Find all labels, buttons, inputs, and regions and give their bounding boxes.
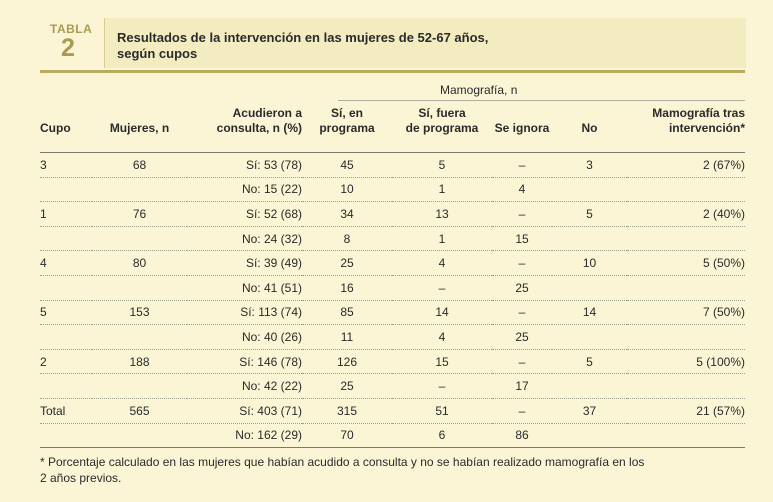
cell-mujeres: 565 [92, 398, 187, 423]
col-mujeres: Mujeres, n [92, 100, 187, 153]
cell-si-fuera: 4 [392, 325, 492, 350]
cell-si-fuera: – [392, 374, 492, 399]
title-box [104, 18, 746, 68]
table-row [40, 251, 745, 276]
cell-cupo [40, 226, 92, 251]
cell-mujeres: 68 [92, 153, 187, 178]
cell-acudieron: No: 15 (22) [187, 177, 302, 202]
cell-acudieron: No: 40 (26) [187, 325, 302, 350]
cell-no [552, 423, 627, 448]
cell-mujeres: 80 [92, 251, 187, 276]
cell-cupo: 3 [40, 153, 92, 178]
cell-si-fuera: 51 [392, 398, 492, 423]
cell-tras [627, 275, 745, 300]
cell-no: 37 [552, 398, 627, 423]
cell-acudieron: Sí: 146 (78) [187, 349, 302, 374]
results-table [40, 100, 745, 448]
table-label: TABLA [50, 22, 93, 36]
footnote-line-2: 2 años previos. [40, 471, 122, 485]
cell-acudieron: No: 24 (32) [187, 226, 302, 251]
cell-si-fuera: 1 [392, 177, 492, 202]
cell-no: 10 [552, 251, 627, 276]
cell-ignora: – [492, 251, 552, 276]
cell-cupo: 4 [40, 251, 92, 276]
cell-mujeres: 188 [92, 349, 187, 374]
cell-tras [627, 177, 745, 202]
cell-acudieron: No: 42 (22) [187, 374, 302, 399]
cell-tras: 5 (50%) [627, 251, 745, 276]
title-line-1: Resultados de la intervención en las mujeres de 52-67 años, [117, 30, 489, 45]
cell-cupo: 5 [40, 300, 92, 325]
table-row [40, 374, 745, 399]
cell-no [552, 177, 627, 202]
cell-cupo: 2 [40, 349, 92, 374]
cell-si-fuera: 5 [392, 153, 492, 178]
col-no: No [552, 100, 627, 153]
cell-ignora: – [492, 349, 552, 374]
col-mamografia-tras: Mamografía tras intervención* [627, 100, 745, 153]
cell-si-programa: 315 [302, 398, 392, 423]
cell-ignora: 4 [492, 177, 552, 202]
cell-acudieron: No: 41 (51) [187, 275, 302, 300]
cell-ignora: 25 [492, 325, 552, 350]
cell-cupo [40, 275, 92, 300]
table-number: 2 [61, 34, 75, 62]
cell-tras [627, 374, 745, 399]
cell-cupo: 1 [40, 202, 92, 227]
cell-no [552, 374, 627, 399]
footnote-line-1: * Porcentaje calculado en las mujeres que habían acudido a consulta y no se habían realizado mamografía en los [40, 455, 645, 469]
header-rule [40, 70, 745, 73]
cell-no: 14 [552, 300, 627, 325]
col-si-programa: Sí, en programa [302, 100, 392, 153]
cell-no [552, 226, 627, 251]
cell-tras: 2 (40%) [627, 202, 745, 227]
cell-mujeres [92, 177, 187, 202]
mamografia-superheader: Mamografía, n [440, 83, 518, 97]
table-row-total-no [40, 423, 745, 448]
col-si-fuera: Sí, fuera de programa [392, 100, 492, 153]
cell-acudieron: Sí: 403 (71) [187, 398, 302, 423]
table-row [40, 275, 745, 300]
cell-si-fuera: 6 [392, 423, 492, 448]
cell-tras [627, 325, 745, 350]
cell-acudieron: Sí: 113 (74) [187, 300, 302, 325]
cell-cupo: Total [40, 398, 92, 423]
cell-ignora: 25 [492, 275, 552, 300]
cell-ignora: 17 [492, 374, 552, 399]
cell-mujeres [92, 275, 187, 300]
cell-si-programa: 85 [302, 300, 392, 325]
column-header-row [40, 100, 745, 153]
cell-ignora: – [492, 300, 552, 325]
cell-si-programa: 34 [302, 202, 392, 227]
cell-mujeres [92, 325, 187, 350]
cell-si-programa: 25 [302, 251, 392, 276]
table-number-block [40, 16, 104, 70]
table-title [117, 30, 717, 62]
col-ignora: Se ignora [492, 100, 552, 153]
cell-tras [627, 423, 745, 448]
cell-si-programa: 70 [302, 423, 392, 448]
cell-no [552, 325, 627, 350]
cell-si-programa: 45 [302, 153, 392, 178]
footnote [40, 454, 740, 486]
cell-si-programa: 126 [302, 349, 392, 374]
cell-cupo [40, 423, 92, 448]
table-row [40, 153, 745, 178]
table-row [40, 349, 745, 374]
table-header [40, 16, 745, 70]
table-row [40, 177, 745, 202]
cell-tras: 5 (100%) [627, 349, 745, 374]
cell-si-programa: 8 [302, 226, 392, 251]
cell-no: 5 [552, 349, 627, 374]
table-row [40, 325, 745, 350]
cell-cupo [40, 325, 92, 350]
cell-tras: 21 (57%) [627, 398, 745, 423]
title-line-2: según cupos [117, 46, 198, 61]
cell-cupo [40, 177, 92, 202]
cell-si-programa: 11 [302, 325, 392, 350]
table-row [40, 202, 745, 227]
cell-ignora: – [492, 202, 552, 227]
cell-mujeres: 76 [92, 202, 187, 227]
cell-si-fuera: 13 [392, 202, 492, 227]
cell-ignora: 15 [492, 226, 552, 251]
cell-cupo [40, 374, 92, 399]
cell-ignora: 86 [492, 423, 552, 448]
cell-si-fuera: 1 [392, 226, 492, 251]
col-cupo: Cupo [40, 100, 92, 153]
cell-si-programa: 25 [302, 374, 392, 399]
cell-si-programa: 16 [302, 275, 392, 300]
cell-acudieron: No: 162 (29) [187, 423, 302, 448]
table-row [40, 226, 745, 251]
cell-si-fuera: – [392, 275, 492, 300]
cell-no [552, 275, 627, 300]
cell-si-fuera: 14 [392, 300, 492, 325]
cell-mujeres [92, 374, 187, 399]
cell-ignora: – [492, 398, 552, 423]
cell-acudieron: Sí: 52 (68) [187, 202, 302, 227]
cell-mujeres [92, 423, 187, 448]
cell-mujeres: 153 [92, 300, 187, 325]
cell-mujeres [92, 226, 187, 251]
cell-ignora: – [492, 153, 552, 178]
cell-tras [627, 226, 745, 251]
cell-tras: 7 (50%) [627, 300, 745, 325]
cell-no: 3 [552, 153, 627, 178]
cell-no: 5 [552, 202, 627, 227]
cell-si-fuera: 15 [392, 349, 492, 374]
cell-tras: 2 (67%) [627, 153, 745, 178]
table-row [40, 300, 745, 325]
cell-si-fuera: 4 [392, 251, 492, 276]
cell-acudieron: Sí: 53 (78) [187, 153, 302, 178]
cell-acudieron: Sí: 39 (49) [187, 251, 302, 276]
results-table-wrap [40, 100, 745, 448]
table-row-total [40, 398, 745, 423]
cell-si-programa: 10 [302, 177, 392, 202]
col-acudieron: Acudieron a consulta, n (%) [187, 100, 302, 153]
